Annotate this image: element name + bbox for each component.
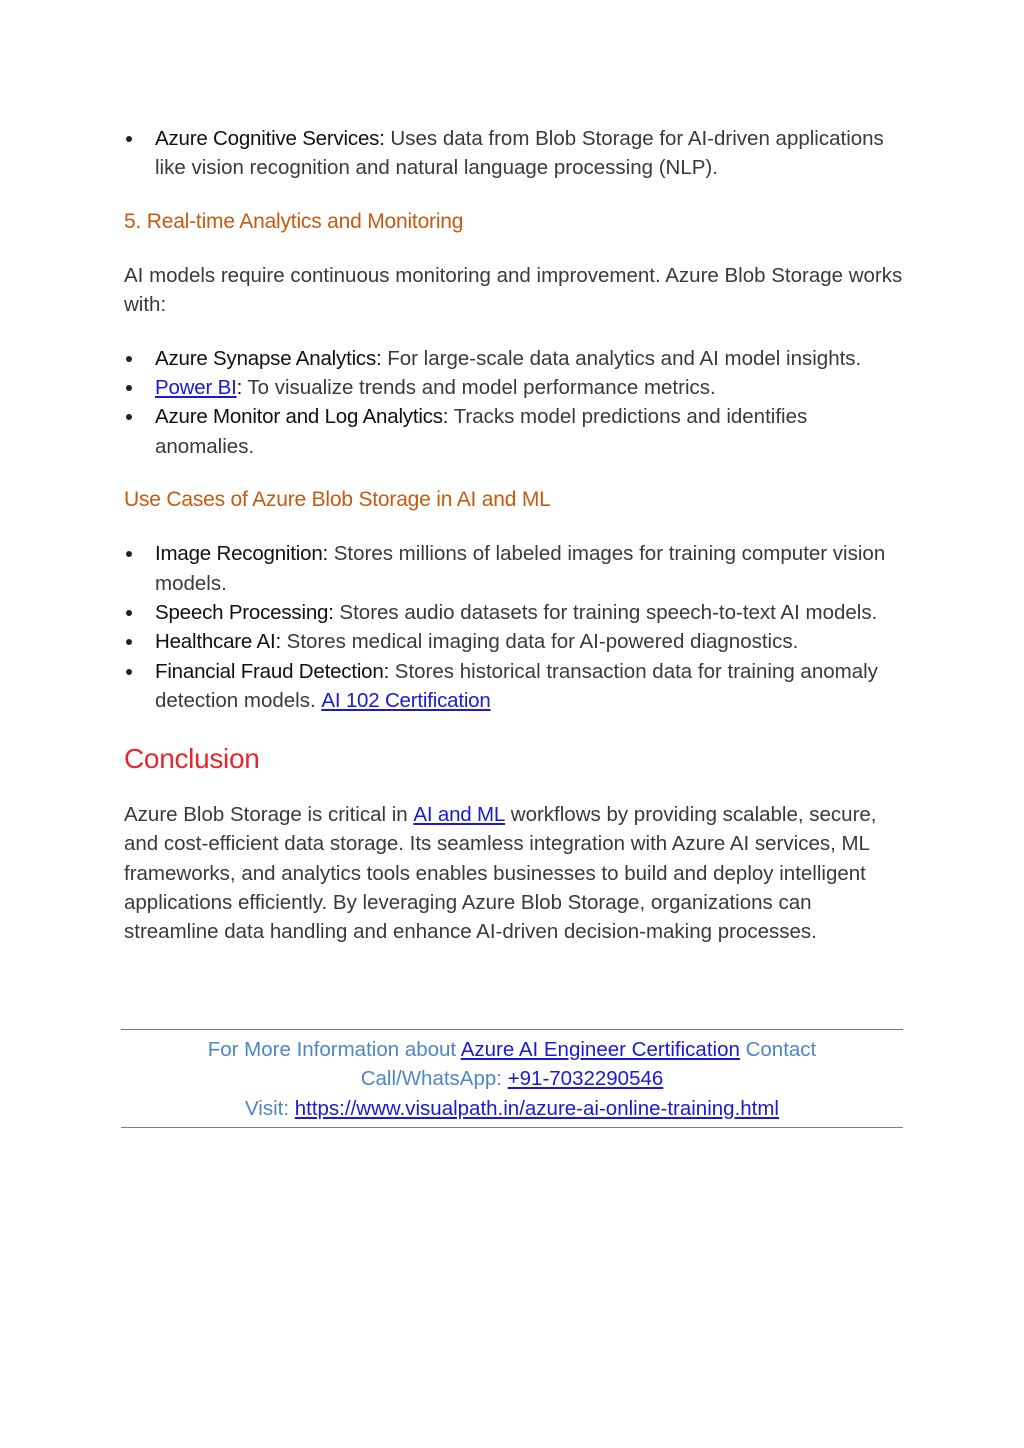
list-item-term: Image Recognition:: [155, 542, 329, 566]
ai-and-ml-link[interactable]: AI and ML: [413, 802, 506, 826]
footer-line-visit: [121, 1094, 903, 1123]
list-item: [124, 373, 904, 402]
list-item-term: Azure Cognitive Services:: [155, 127, 385, 150]
azure-ai-engineer-certification-link[interactable]: Azure AI Engineer Certification: [460, 1038, 740, 1061]
list-item: [124, 124, 904, 183]
list-item-term: :: [236, 376, 243, 400]
list-item: [124, 598, 904, 627]
footer-visit-prefix: Visit:: [244, 1096, 295, 1120]
section-heading-use-cases: Use Cases of Azure Blob Storage in AI and ML: [124, 488, 551, 512]
list-item-term: Azure Synapse Analytics:: [155, 346, 382, 370]
bullet-icon: [126, 136, 132, 142]
conclusion-heading: Conclusion: [124, 742, 260, 774]
list-item: [124, 539, 904, 598]
conclusion-text-after: workflows by providing scalable, secure, and cost-efficient data storage. Its seamless integration with Azure AI services, ML frameworks, and analytics tools enables businesses to build and deploy intelligent applications efficiently. By leveraging Azure Blob Storage, organizations can streamline data handling and enhance AI-driven decision-making processes.: [124, 802, 877, 944]
footer-info-prefix: For More Information about: [207, 1038, 461, 1061]
list-item-text: Tracks model predictions and identifies anomalies.: [155, 405, 808, 458]
list-item-term: Financial Fraud Detection:: [155, 659, 390, 683]
list-item: [124, 402, 904, 461]
bullet-icon: [126, 356, 132, 362]
use-cases-list: [124, 539, 904, 715]
list-item: [124, 344, 904, 373]
conclusion-paragraph: [124, 800, 904, 947]
list-item-text: Uses data from Blob Storage for AI-driven applications like vision recognition and natural language processing (NLP).: [155, 127, 884, 180]
list-item-text: For large-scale data analytics and AI model insights.: [381, 346, 862, 370]
footer-line-info: [121, 1035, 903, 1064]
footer-info-suffix: Contact: [739, 1038, 817, 1061]
bullet-icon: [126, 669, 132, 675]
list-item-text: To visualize trends and model performance metrics.: [242, 376, 716, 400]
list-item-text: Stores historical transaction data for training anomaly detection models.: [155, 659, 878, 713]
ai-102-certification-link[interactable]: AI 102 Certification: [321, 689, 491, 713]
bullet-icon: [126, 610, 132, 616]
list-item-term: Azure Monitor and Log Analytics:: [155, 405, 449, 429]
list-item-text: Stores medical imaging data for AI-powered diagnostics.: [280, 630, 799, 654]
list-item-term: Healthcare AI:: [155, 630, 281, 654]
bullet-icon: [126, 385, 132, 391]
bullet-icon: [126, 639, 132, 645]
footer-phone-prefix: Call/WhatsApp:: [360, 1067, 508, 1091]
phone-number-link[interactable]: +91-7032290546: [507, 1067, 664, 1091]
footer-line-phone: [121, 1064, 903, 1093]
list-item: [124, 657, 904, 716]
list-item-text: Stores audio datasets for training speech-to-text AI models.: [333, 601, 878, 625]
section-intro-paragraph: AI models require continuous monitoring and improvement. Azure Blob Storage works with:: [124, 263, 903, 317]
cognitive-services-list: [124, 124, 904, 183]
power-bi-link[interactable]: Power BI: [155, 376, 237, 400]
conclusion-text-before: Azure Blob Storage is critical in: [124, 802, 414, 826]
analytics-tools-list: [124, 344, 904, 462]
visualpath-url-link[interactable]: https://www.visualpath.in/azure-ai-online-training.html: [294, 1096, 779, 1120]
document-page: [124, 124, 904, 947]
section-heading-realtime-analytics: 5. Real-time Analytics and Monitoring: [124, 209, 464, 233]
list-item: [124, 627, 904, 656]
contact-footer: [121, 1029, 903, 1128]
list-item-term: Speech Processing:: [155, 601, 334, 625]
list-item-text: Stores millions of labeled images for training computer vision models.: [155, 542, 886, 595]
bullet-icon: [126, 551, 132, 557]
bullet-icon: [126, 414, 132, 420]
